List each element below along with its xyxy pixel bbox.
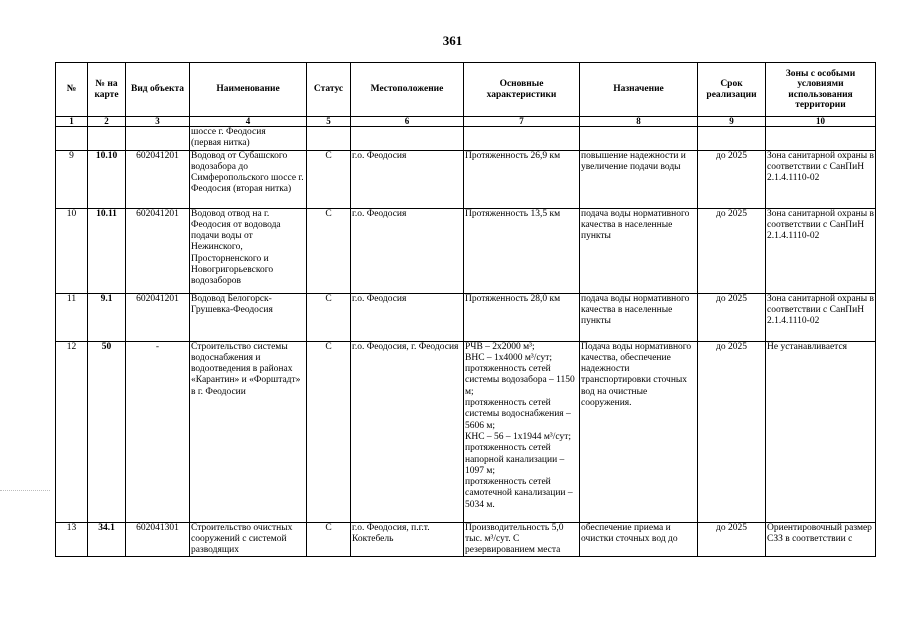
column-number-row	[56, 117, 876, 127]
column-header: Вид объекта	[126, 63, 190, 117]
object-status: С	[307, 208, 351, 293]
special-zones: Не устанавливается	[766, 341, 876, 522]
object-type: 602041201	[126, 150, 190, 208]
special-zones: Ориентировочный размер СЗЗ в соответствии с	[766, 522, 876, 557]
object-location: г.о. Феодосия	[351, 208, 464, 293]
column-header: Срок реализации	[698, 63, 766, 117]
object-status: С	[307, 150, 351, 208]
table-row	[56, 208, 876, 293]
special-zones: Зона санитарной охраны в соответствии с СанПиН 2.1.4.1110-02	[766, 293, 876, 341]
row-number: 9	[56, 150, 88, 208]
map-number: 50	[88, 341, 126, 522]
column-header: Зоны с особыми условиями использования территории	[766, 63, 876, 117]
column-header: № на карте	[88, 63, 126, 117]
column-number: 4	[190, 117, 307, 127]
object-purpose: подача воды нормативного качества в населенные пункты	[580, 208, 698, 293]
table-row	[56, 150, 876, 208]
object-type: 602041301	[126, 522, 190, 557]
column-number: 6	[351, 117, 464, 127]
object-characteristics: Протяженность 13,5 км	[464, 208, 580, 293]
table-row	[56, 293, 876, 341]
object-purpose: повышение надежности и увеличение подачи воды	[580, 150, 698, 208]
column-number: 10	[766, 117, 876, 127]
scan-artifact-line	[0, 490, 50, 491]
object-location: г.о. Феодосия, п.г.т. Коктебель	[351, 522, 464, 557]
map-number: 10.10	[88, 150, 126, 208]
column-number: 3	[126, 117, 190, 127]
row-number: 12	[56, 341, 88, 522]
row-number: 11	[56, 293, 88, 341]
table-row	[56, 341, 876, 522]
map-number: 34.1	[88, 522, 126, 557]
planned-objects-table	[55, 62, 876, 557]
object-purpose: подача воды нормативного качества в населенные пункты	[580, 293, 698, 341]
table-row	[56, 522, 876, 557]
object-purpose: обеспечение приема и очистки сточных вод до	[580, 522, 698, 557]
object-location: г.о. Феодосия, г. Феодосия	[351, 341, 464, 522]
table-row-continuation	[56, 127, 876, 151]
column-number: 5	[307, 117, 351, 127]
column-header: Наименование	[190, 63, 307, 117]
page-number: 361	[442, 33, 463, 48]
object-characteristics: Производительность 5,0 тыс. м³/сут. С резервированием места	[464, 522, 580, 557]
column-header: Статус	[307, 63, 351, 117]
object-characteristics: РЧВ – 2х2000 м³; ВНС – 1х4000 м³/сут; протяженность сетей системы водозабора – 1150 м; протяженность сетей системы водоснабжения – 5606 м; КНС – 56 – 1х1944 м³/сут; протяженность сетей напорной канализации – 1097 м; протяженность сетей самотечной канализации – 5034 м.	[464, 341, 580, 522]
implementation-term: до 2025	[698, 150, 766, 208]
object-name: Водовод Белогорск-Грушевка-Феодосия	[190, 293, 307, 341]
column-header: №	[56, 63, 88, 117]
column-number: 8	[580, 117, 698, 127]
column-header: Назначение	[580, 63, 698, 117]
implementation-term: до 2025	[698, 208, 766, 293]
object-name: шоссе г. Феодосия (первая нитка)	[190, 127, 307, 151]
column-header: Местоположение	[351, 63, 464, 117]
special-zones: Зона санитарной охраны в соответствии с СанПиН 2.1.4.1110-02	[766, 150, 876, 208]
map-number: 10.11	[88, 208, 126, 293]
implementation-term: до 2025	[698, 341, 766, 522]
row-number: 10	[56, 208, 88, 293]
column-number: 1	[56, 117, 88, 127]
object-status: С	[307, 341, 351, 522]
object-type: 602041201	[126, 293, 190, 341]
object-status: С	[307, 522, 351, 557]
object-status: С	[307, 293, 351, 341]
special-zones: Зона санитарной охраны в соответствии с СанПиН 2.1.4.1110-02	[766, 208, 876, 293]
object-characteristics: Протяженность 28,0 км	[464, 293, 580, 341]
object-characteristics: Протяженность 26,9 км	[464, 150, 580, 208]
object-location: г.о. Феодосия	[351, 293, 464, 341]
row-number: 13	[56, 522, 88, 557]
table-header-row	[56, 63, 876, 117]
column-number: 9	[698, 117, 766, 127]
implementation-term: до 2025	[698, 293, 766, 341]
object-name: Строительство системы водоснабжения и водоотведения в районах «Карантин» и «Форштадт» в г. Феодосии	[190, 341, 307, 522]
object-name: Водовод отвод на г. Феодосия от водовода подачи воды от Нежинского, Просторненского и Новогригорьевского водозаборов	[190, 208, 307, 293]
map-number: 9.1	[88, 293, 126, 341]
object-type: -	[126, 341, 190, 522]
column-header: Основные характеристики	[464, 63, 580, 117]
column-number: 7	[464, 117, 580, 127]
object-name: Строительство очистных сооружений с системой разводящих	[190, 522, 307, 557]
object-type: 602041201	[126, 208, 190, 293]
object-name: Водовод от Субашского водозабора до Симферопольского шоссе г. Феодосия (вторая нитка)	[190, 150, 307, 208]
object-location: г.о. Феодосия	[351, 150, 464, 208]
object-purpose: Подача воды нормативного качества, обеспечение надежности транспортировки сточных вод на очистные сооружения.	[580, 341, 698, 522]
column-number: 2	[88, 117, 126, 127]
implementation-term: до 2025	[698, 522, 766, 557]
